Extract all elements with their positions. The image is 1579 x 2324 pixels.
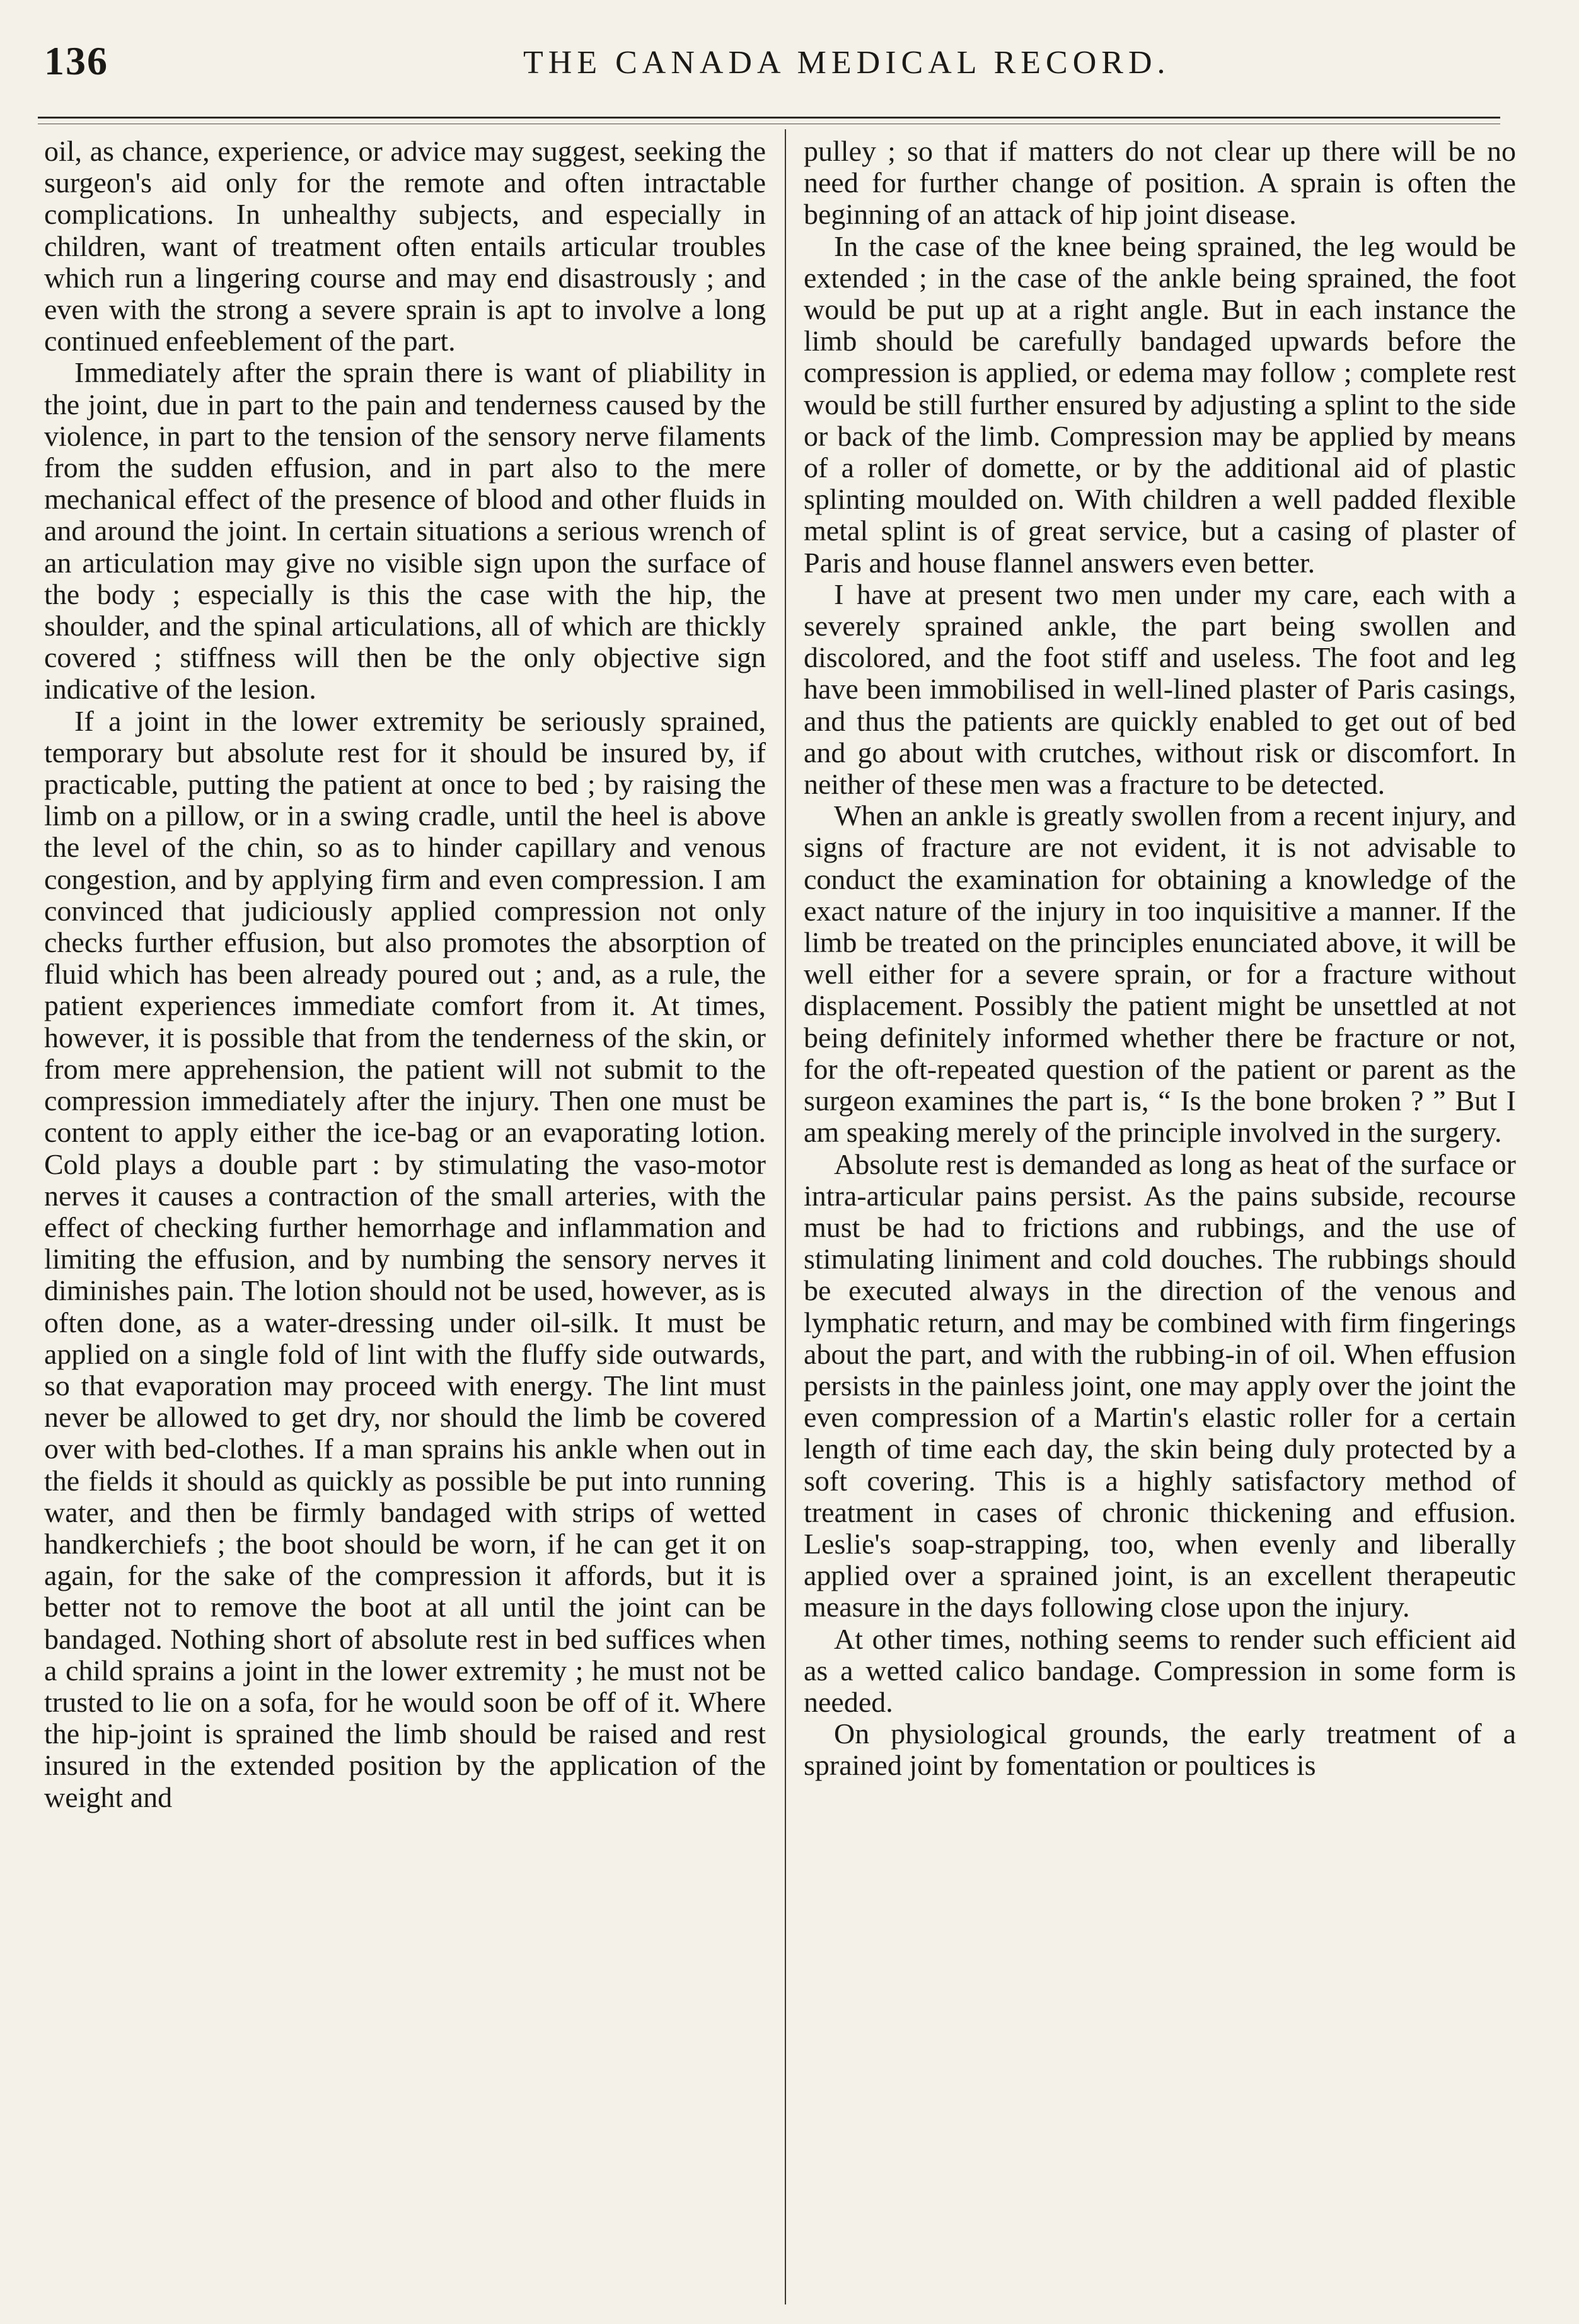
page-number: 136 — [44, 38, 108, 83]
column-divider — [785, 129, 786, 2304]
header-rule — [38, 117, 1500, 119]
paragraph: oil, as chance, experience, or advice may suggest, seeking the surgeon's aid only for the remote and often intractable complications. In unhealthy subjects, and especially in children, want of treatment often entails articular troubles which run a lingering course and may end disastrously ; and even with the strong a severe sprain is apt to involve a long continued enfeeblement of the part. — [44, 136, 766, 357]
paragraph: On physiological grounds, the early treatment of a sprained joint by fomentation or poultices is — [804, 1717, 1516, 1782]
paragraph: Absolute rest is demanded as long as heat of the surface or intra-articular pains persist. As the pains subside, recourse must be had to frictions and rubbings, and the use of stimulating liniment and cold douches. The rubbings should be executed always in the direction of the venous and lymphatic return, and may be combined with firm fingerings about the part, and with the rubbing-in of oil. When effusion persists in the painless joint, one may apply over the joint the even compression of a Martin's elastic roller for a certain length of time each day, the skin being duly protected by a soft covering. This is a highly satisfactory method of treatment in cases of chronic thickening and effusion. Leslie's soap-strapping, too, when evenly and liberally applied over a sprained joint, is an excellent therapeutic measure in the days following close upon the injury. — [804, 1147, 1516, 1624]
left-column — [44, 136, 766, 2304]
paragraph: Immediately after the sprain there is want of pliability in the joint, due in part to the pain and tenderness caused by the violence, in part to the tension of the sensory nerve filaments from the sudden effusion, and in part also to the mere mechanical effect of the presence of blood and other fluids in and around the joint. In certain situations a serious wrench of an articulation may give no visible sign upon the surface of the body ; especially is this the case with the hip, the shoulder, and the spinal articulations, all of which are thickly covered ; stiffness will then be the only objective sign indicative of the lesion. — [44, 356, 766, 706]
paragraph: When an ankle is greatly swollen from a recent injury, and signs of fracture are not evident, it is not advisable to conduct the examination for obtaining a knowledge of the exact nature of the injury in too inquisitive a manner. If the limb be treated on the principles enunciated above, it will be well either for a severe sprain, or for a fracture without displacement. Possibly the patient might be unsettled at not being definitely informed whether there be fracture or not, for the oft-repeated question of the patient or parent as the surgeon examines the part is, “ Is the bone broken ? ” But I am speaking merely of the principle involved in the surgery. — [804, 799, 1516, 1149]
running-head: THE CANADA MEDICAL RECORD. — [523, 45, 1171, 81]
paragraph: At other times, nothing seems to render such efficient aid as a wetted calico bandage. Compression in some form is needed. — [804, 1622, 1516, 1718]
paragraph: In the case of the knee being sprained, the leg would be extended ; in the case of the ankle being sprained, the foot would be put up at a right angle. But in each instance the limb should be carefully bandaged upwards before the compression is applied, or edema may follow ; complete rest would be still further ensured by adjusting a splint to the side or back of the limb. Compression may be applied by means of a roller of domette, or by the additional aid of plastic splinting moulded on. With children a well padded flexible metal splint is of great service, but a casing of plaster of Paris and house flannel answers even better. — [804, 229, 1516, 579]
right-column — [804, 136, 1516, 2304]
page-header — [44, 25, 1519, 101]
paragraph: If a joint in the lower extremity be seriously sprained, temporary but absolute rest for it should be insured by, if practicable, putting the patient at once to bed ; by raising the limb on a pillow, or in a swing cradle, until the heel is above the level of the chin, so as to hinder capillary and venous congestion, and by applying firm and even compression. I am convinced that judiciously applied compression not only checks further effusion, but also promotes the absorption of fluid which has been already poured out ; and, as a rule, the patient experiences immediate comfort from it. At times, however, it is possible that from the tenderness of the skin, or from mere apprehension, the patient will not submit to the compression immediately after the injury. Then one must be content to apply either the ice-bag or an evaporating lotion. Cold plays a double part : by stimulating the vaso-motor nerves it causes a contraction of the small arteries, with the effect of checking further hemorrhage and inflammation and limiting the effusion, and by numbing the sensory nerves it diminishes pain. The lotion should not be used, however, as is often done, as a water-dressing under oil-silk. It must be applied on a single fold of lint with the fluffy side outwards, so that evaporation may proceed with energy. The lint must never be allowed to get dry, nor should the limb be covered over with bed-clothes. If a man sprains his ankle when out in the fields it should as quickly as possible be put into running water, and then be firmly bandaged with strips of wetted handkerchiefs ; the boot should be worn, if he can get it on again, for the sake of the compression it affords, but it is better not to remove the boot at all until the joint can be bandaged. Nothing short of absolute rest in bed suffices when a child sprains a joint in the lower extremity ; he must not be trusted to lie on a sofa, for he would soon be off of it. Where the hip-joint is sprained the limb should be raised and rest insured in the extended position by the application of the weight and — [44, 704, 766, 1813]
paragraph: I have at present two men under my care, each with a severely sprained ankle, the part being swollen and discolored, and the foot stiff and useless. The foot and leg have been immobilised in well-lined plaster of Paris casings, and thus the patients are quickly enabled to get out of bed and go about with crutches, without risk or discomfort. In neither of these men was a fracture to be detected. — [804, 578, 1516, 801]
paragraph: pulley ; so that if matters do not clear up there will be no need for further change of position. A sprain is often the beginning of an attack of hip joint disease. — [804, 136, 1516, 231]
